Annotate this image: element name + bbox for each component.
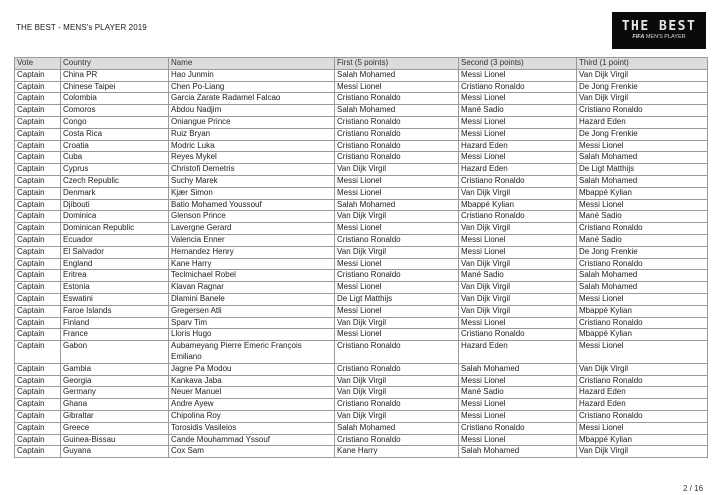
cell-second: Mbappé Kylian xyxy=(459,199,577,211)
cell-vote: Captain xyxy=(15,81,61,93)
cell-country: Ghana xyxy=(61,399,169,411)
cell-third: Salah Mohamed xyxy=(577,270,708,282)
table-row xyxy=(15,387,708,399)
table-row xyxy=(15,128,708,140)
table-row xyxy=(15,93,708,105)
table-row xyxy=(15,187,708,199)
column-header-third: Third (1 point) xyxy=(577,58,708,70)
cell-name: Christofi Demetris xyxy=(169,164,335,176)
cell-third: Hazard Eden xyxy=(577,387,708,399)
cell-name: Modric Luka xyxy=(169,140,335,152)
cell-country: Georgia xyxy=(61,375,169,387)
table-row xyxy=(15,140,708,152)
cell-vote: Captain xyxy=(15,317,61,329)
cell-country: Eswatini xyxy=(61,293,169,305)
cell-name: Valencia Enner xyxy=(169,234,335,246)
cell-vote: Captain xyxy=(15,246,61,258)
cell-country: Eritrea xyxy=(61,270,169,282)
cell-name: Garcia Zarate Radamel Falcao xyxy=(169,93,335,105)
cell-country: Ecuador xyxy=(61,234,169,246)
table-row xyxy=(15,81,708,93)
cell-first: Messi Lionel xyxy=(335,329,459,341)
cell-name: Cox Sam xyxy=(169,446,335,458)
cell-second: Messi Lionel xyxy=(459,93,577,105)
cell-second: Messi Lionel xyxy=(459,69,577,81)
cell-third: Hazard Eden xyxy=(577,399,708,411)
cell-second: Salah Mohamed xyxy=(459,446,577,458)
cell-country: Dominica xyxy=(61,211,169,223)
cell-vote: Captain xyxy=(15,175,61,187)
cell-third: Mané Sadio xyxy=(577,234,708,246)
cell-third: De Jong Frenkie xyxy=(577,81,708,93)
cell-name: Andre Ayew xyxy=(169,399,335,411)
cell-first: Van Dijk Virgil xyxy=(335,246,459,258)
cell-name: Chen Po-Liang xyxy=(169,81,335,93)
cell-third: Mbappé Kylian xyxy=(577,434,708,446)
cell-second: Cristiano Ronaldo xyxy=(459,175,577,187)
column-header-first: First (5 points) xyxy=(335,58,459,70)
cell-country: Finland xyxy=(61,317,169,329)
cell-third: Van Dijk Virgil xyxy=(577,446,708,458)
cell-country: Costa Rica xyxy=(61,128,169,140)
table-row xyxy=(15,317,708,329)
cell-first: De Ligt Matthijs xyxy=(335,293,459,305)
cell-name: Glenson Prince xyxy=(169,211,335,223)
table-row xyxy=(15,211,708,223)
table-row xyxy=(15,175,708,187)
cell-country: Denmark xyxy=(61,187,169,199)
cell-first: Messi Lionel xyxy=(335,305,459,317)
cell-first: Van Dijk Virgil xyxy=(335,410,459,422)
cell-third: Messi Lionel xyxy=(577,293,708,305)
cell-second: Hazard Eden xyxy=(459,341,577,364)
cell-vote: Captain xyxy=(15,105,61,117)
cell-vote: Captain xyxy=(15,387,61,399)
cell-third: Van Dijk Virgil xyxy=(577,69,708,81)
cell-country: Guyana xyxy=(61,446,169,458)
cell-third: De Jong Frenkie xyxy=(577,128,708,140)
cell-first: Cristiano Ronaldo xyxy=(335,93,459,105)
cell-vote: Captain xyxy=(15,187,61,199)
cell-country: Gabon xyxy=(61,341,169,364)
cell-second: Messi Lionel xyxy=(459,128,577,140)
cell-vote: Captain xyxy=(15,258,61,270)
cell-country: England xyxy=(61,258,169,270)
logo-sub-text xyxy=(632,34,685,41)
cell-vote: Captain xyxy=(15,282,61,294)
cell-second: Cristiano Ronaldo xyxy=(459,81,577,93)
table-row xyxy=(15,152,708,164)
cell-country: Dominican Republic xyxy=(61,223,169,235)
table-row xyxy=(15,341,708,364)
cell-third: Cristiano Ronaldo xyxy=(577,223,708,235)
cell-name: Dlamini Banele xyxy=(169,293,335,305)
cell-first: Van Dijk Virgil xyxy=(335,211,459,223)
cell-vote: Captain xyxy=(15,140,61,152)
cell-vote: Captain xyxy=(15,329,61,341)
cell-vote: Captain xyxy=(15,69,61,81)
votes-table-body xyxy=(15,69,708,457)
cell-second: Mané Sadio xyxy=(459,270,577,282)
cell-second: Salah Mohamed xyxy=(459,363,577,375)
cell-second: Cristiano Ronaldo xyxy=(459,329,577,341)
cell-name: Cande Mouhammad Yssouf xyxy=(169,434,335,446)
cell-first: Messi Lionel xyxy=(335,175,459,187)
cell-second: Messi Lionel xyxy=(459,317,577,329)
cell-first: Cristiano Ronaldo xyxy=(335,363,459,375)
column-header-second: Second (3 points) xyxy=(459,58,577,70)
cell-vote: Captain xyxy=(15,434,61,446)
cell-country: Colombia xyxy=(61,93,169,105)
cell-name: Aubameyang Pierre Emeric François Emiliano xyxy=(169,341,335,364)
cell-third: Van Dijk Virgil xyxy=(577,363,708,375)
cell-first: Messi Lionel xyxy=(335,81,459,93)
cell-second: Hazard Eden xyxy=(459,140,577,152)
cell-second: Van Dijk Virgil xyxy=(459,282,577,294)
cell-second: Van Dijk Virgil xyxy=(459,305,577,317)
document-title: THE BEST - MENS's PLAYER 2019 xyxy=(16,23,147,32)
cell-second: Messi Lionel xyxy=(459,246,577,258)
table-row xyxy=(15,446,708,458)
cell-second: Messi Lionel xyxy=(459,399,577,411)
cell-first: Messi Lionel xyxy=(335,282,459,294)
cell-third: Cristiano Ronaldo xyxy=(577,317,708,329)
cell-second: Messi Lionel xyxy=(459,152,577,164)
table-row xyxy=(15,305,708,317)
cell-name: Torosidis Vasileios xyxy=(169,422,335,434)
cell-vote: Captain xyxy=(15,363,61,375)
cell-name: Reyes Mykel xyxy=(169,152,335,164)
cell-country: Gibraltar xyxy=(61,410,169,422)
cell-second: Messi Lionel xyxy=(459,434,577,446)
cell-second: Van Dijk Virgil xyxy=(459,293,577,305)
cell-second: Van Dijk Virgil xyxy=(459,223,577,235)
logo-fifa-text: FIFA xyxy=(632,34,645,40)
cell-third: Mbappé Kylian xyxy=(577,187,708,199)
table-row xyxy=(15,293,708,305)
cell-vote: Captain xyxy=(15,234,61,246)
table-row xyxy=(15,410,708,422)
cell-second: Cristiano Ronaldo xyxy=(459,211,577,223)
logo-mens-player-text: MEN'S PLAYER xyxy=(644,34,686,40)
cell-first: Messi Lionel xyxy=(335,223,459,235)
cell-name: Lavergne Gerard xyxy=(169,223,335,235)
cell-first: Cristiano Ronaldo xyxy=(335,234,459,246)
cell-second: Hazard Eden xyxy=(459,164,577,176)
table-row xyxy=(15,399,708,411)
cell-name: Kane Harry xyxy=(169,258,335,270)
cell-first: Kane Harry xyxy=(335,446,459,458)
table-row xyxy=(15,105,708,117)
the-best-logo-icon xyxy=(612,12,706,49)
table-row xyxy=(15,329,708,341)
cell-country: France xyxy=(61,329,169,341)
cell-second: Cristiano Ronaldo xyxy=(459,422,577,434)
cell-first: Cristiano Ronaldo xyxy=(335,434,459,446)
table-row xyxy=(15,69,708,81)
cell-first: Van Dijk Virgil xyxy=(335,375,459,387)
cell-vote: Captain xyxy=(15,446,61,458)
cell-country: Congo xyxy=(61,116,169,128)
cell-country: Czech Republic xyxy=(61,175,169,187)
cell-country: El Salvador xyxy=(61,246,169,258)
cell-third: Salah Mohamed xyxy=(577,175,708,187)
cell-country: Guinea-Bissau xyxy=(61,434,169,446)
cell-second: Van Dijk Virgil xyxy=(459,258,577,270)
cell-first: Van Dijk Virgil xyxy=(335,387,459,399)
cell-first: Cristiano Ronaldo xyxy=(335,116,459,128)
cell-vote: Captain xyxy=(15,293,61,305)
cell-name: Chipolina Roy xyxy=(169,410,335,422)
cell-first: Messi Lionel xyxy=(335,258,459,270)
cell-third: Messi Lionel xyxy=(577,422,708,434)
cell-third: Cristiano Ronaldo xyxy=(577,375,708,387)
column-header-name: Name xyxy=(169,58,335,70)
table-row xyxy=(15,434,708,446)
cell-first: Van Dijk Virgil xyxy=(335,317,459,329)
cell-second: Messi Lionel xyxy=(459,116,577,128)
cell-vote: Captain xyxy=(15,93,61,105)
table-row xyxy=(15,282,708,294)
cell-third: Hazard Eden xyxy=(577,116,708,128)
cell-country: Faroe Islands xyxy=(61,305,169,317)
table-row xyxy=(15,234,708,246)
cell-first: Salah Mohamed xyxy=(335,199,459,211)
cell-first: Cristiano Ronaldo xyxy=(335,128,459,140)
cell-vote: Captain xyxy=(15,211,61,223)
cell-vote: Captain xyxy=(15,399,61,411)
cell-third: Salah Mohamed xyxy=(577,152,708,164)
cell-first: Cristiano Ronaldo xyxy=(335,341,459,364)
votes-table xyxy=(14,57,708,458)
cell-second: Messi Lionel xyxy=(459,375,577,387)
cell-country: Germany xyxy=(61,387,169,399)
cell-vote: Captain xyxy=(15,199,61,211)
cell-third: Messi Lionel xyxy=(577,199,708,211)
cell-name: Hao Junmin xyxy=(169,69,335,81)
cell-first: Cristiano Ronaldo xyxy=(335,399,459,411)
cell-name: Suchy Marek xyxy=(169,175,335,187)
column-header-country: Country xyxy=(61,58,169,70)
cell-name: Kankava Jaba xyxy=(169,375,335,387)
cell-third: De Jong Frenkie xyxy=(577,246,708,258)
cell-third: Messi Lionel xyxy=(577,140,708,152)
cell-second: Mané Sadio xyxy=(459,105,577,117)
cell-second: Van Dijk Virgil xyxy=(459,187,577,199)
cell-name: Gregersen Atli xyxy=(169,305,335,317)
cell-country: China PR xyxy=(61,69,169,81)
cell-name: Neuer Manuel xyxy=(169,387,335,399)
cell-first: Salah Mohamed xyxy=(335,69,459,81)
cell-first: Cristiano Ronaldo xyxy=(335,152,459,164)
cell-vote: Captain xyxy=(15,341,61,364)
cell-second: Messi Lionel xyxy=(459,234,577,246)
cell-third: Salah Mohamed xyxy=(577,282,708,294)
cell-vote: Captain xyxy=(15,116,61,128)
cell-vote: Captain xyxy=(15,375,61,387)
cell-name: Hernandez Henry xyxy=(169,246,335,258)
cell-third: Messi Lionel xyxy=(577,341,708,364)
cell-name: Ruiz Bryan xyxy=(169,128,335,140)
cell-country: Gambia xyxy=(61,363,169,375)
cell-name: Jagne Pa Modou xyxy=(169,363,335,375)
cell-country: Croatia xyxy=(61,140,169,152)
cell-vote: Captain xyxy=(15,164,61,176)
cell-vote: Captain xyxy=(15,152,61,164)
cell-first: Salah Mohamed xyxy=(335,105,459,117)
cell-first: Salah Mohamed xyxy=(335,422,459,434)
cell-third: Mbappé Kylian xyxy=(577,305,708,317)
cell-vote: Captain xyxy=(15,223,61,235)
table-row xyxy=(15,422,708,434)
header-row xyxy=(15,58,708,70)
cell-vote: Captain xyxy=(15,422,61,434)
cell-country: Comoros xyxy=(61,105,169,117)
cell-second: Messi Lionel xyxy=(459,410,577,422)
cell-third: Cristiano Ronaldo xyxy=(577,258,708,270)
cell-third: Mané Sadio xyxy=(577,211,708,223)
cell-first: Cristiano Ronaldo xyxy=(335,140,459,152)
cell-name: Lloris Hugo xyxy=(169,329,335,341)
cell-vote: Captain xyxy=(15,305,61,317)
cell-vote: Captain xyxy=(15,410,61,422)
table-row xyxy=(15,363,708,375)
cell-third: Van Dijk Virgil xyxy=(577,93,708,105)
column-header-vote: Vote xyxy=(15,58,61,70)
cell-name: Klavan Ragnar xyxy=(169,282,335,294)
cell-country: Greece xyxy=(61,422,169,434)
table-row xyxy=(15,223,708,235)
cell-name: Abdou Nadjim xyxy=(169,105,335,117)
votes-table-header xyxy=(15,58,708,70)
cell-third: Cristiano Ronaldo xyxy=(577,410,708,422)
cell-vote: Captain xyxy=(15,270,61,282)
table-row xyxy=(15,199,708,211)
cell-country: Cyprus xyxy=(61,164,169,176)
cell-second: Mané Sadio xyxy=(459,387,577,399)
cell-name: Oniangue Prince xyxy=(169,116,335,128)
table-row xyxy=(15,246,708,258)
cell-first: Cristiano Ronaldo xyxy=(335,270,459,282)
cell-vote: Captain xyxy=(15,128,61,140)
cell-name: Sparv Tim xyxy=(169,317,335,329)
cell-country: Estonia xyxy=(61,282,169,294)
logo-main-text: THE BEST xyxy=(621,19,697,34)
cell-third: Mbappé Kylian xyxy=(577,329,708,341)
table-row xyxy=(15,375,708,387)
page-indicator: 2 / 16 xyxy=(683,484,704,493)
cell-country: Djibouti xyxy=(61,199,169,211)
table-row xyxy=(15,258,708,270)
cell-name: Teclmichael Robel xyxy=(169,270,335,282)
cell-name: Kjær Simon xyxy=(169,187,335,199)
table-row xyxy=(15,270,708,282)
cell-first: Messi Lionel xyxy=(335,187,459,199)
cell-first: Van Dijk Virgil xyxy=(335,164,459,176)
cell-country: Cuba xyxy=(61,152,169,164)
table-row xyxy=(15,116,708,128)
table-row xyxy=(15,164,708,176)
cell-country: Chinese Taipei xyxy=(61,81,169,93)
cell-name: Batio Mohamed Youssouf xyxy=(169,199,335,211)
cell-third: Cristiano Ronaldo xyxy=(577,105,708,117)
cell-third: De Ligt Matthijs xyxy=(577,164,708,176)
